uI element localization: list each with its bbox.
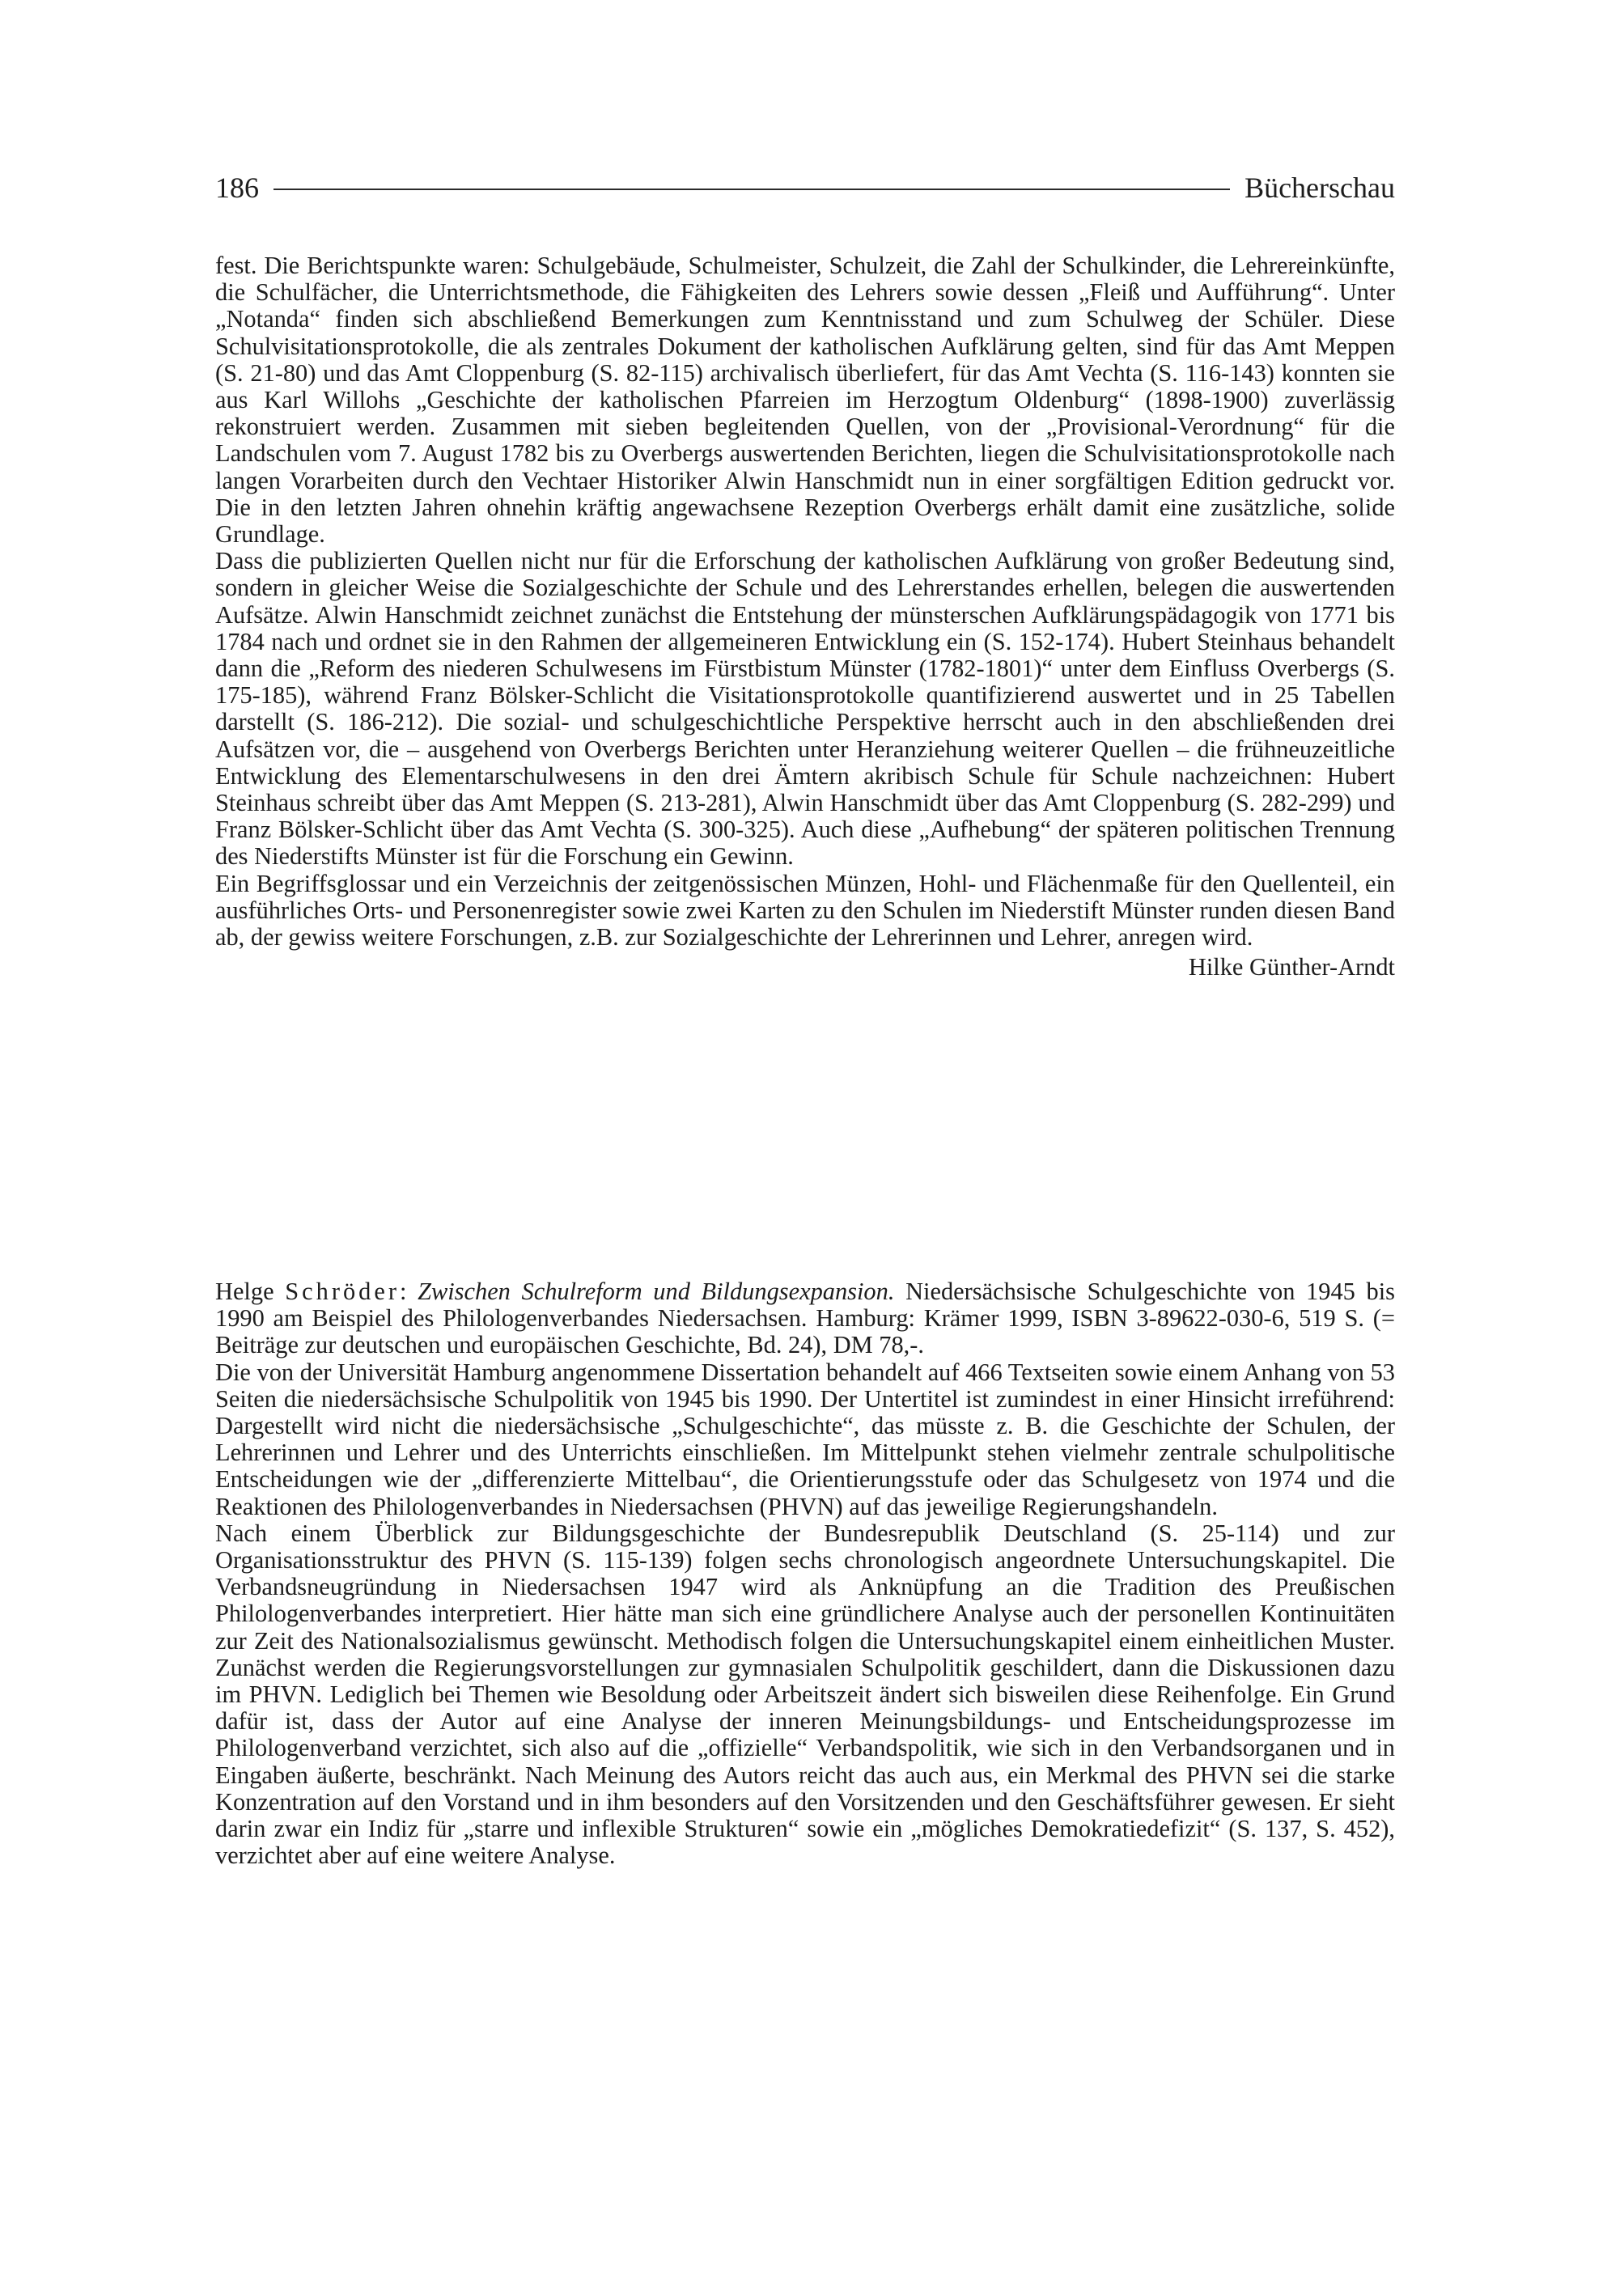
review-2-paragraph-2: Nach einem Überblick zur Bildungsgeschichte der Bundesrepublik Deutschland (S. 25-114) und zur Organisationsstruktur des PHVN (S. 115-139) folgen sechs chronologisch angeordnete Untersuchungskapitel. Die Verbandsneugründung in Niedersachsen 1947 wird als Anknüpfung an die Tradition des Preußischen Philologenverbandes interpretiert. Hier hätte man sich eine gründlichere Analyse auch der personellen Kontinuitäten zur Zeit des Nationalsozialismus gewünscht. Methodisch folgen die Untersuchungskapitel einem einheitlichen Muster. Zunächst werden die Regierungsvorstellungen zur gymnasialen Schulpolitik geschildert, dann die Diskussionen dazu im PHVN. Lediglich bei Themen wie Besoldung oder Arbeitszeit ändert sich bisweilen diese Reihenfolge. Ein Grund dafür ist, dass der Autor auf eine Analyse der inneren Meinungsbildungs- und Entscheidungsprozesse im Philologenverband verzichtet, sich also auf die „offizielle“ Verbandspolitik, wie sich in den Verbandsorganen und in Eingaben äußerte, beschränkt. Nach Meinung des Autors reicht das auch aus, ein Merkmal des PHVN sei die starke Konzentration auf den Vorstand und in ihm besonders auf den Vorsitzenden und den Geschäftsführer gewesen. Er sieht darin zwar ein Indiz für „starre und inflexible Strukturen“ sowie ein „mögliches Demokratiedefizit“ (S. 137, S. 452), verzichtet aber auf eine weitere Analyse. [215, 1519, 1395, 1870]
citation-author-last: Schröder [285, 1278, 400, 1305]
review-1-paragraph-1: fest. Die Berichtspunkte waren: Schulgebäude, Schulmeister, Schulzeit, die Zahl der Schulkinder, die Lehrereinkünfte, die Schulfächer, die Unterrichtsmethode, die Fähigkeiten des Lehrers sowie dessen „Fleiß und Aufführung“. Unter „Notanda“ finden sich abschließend Bemerkungen zum Kenntnisstand und zum Schulweg der Schüler. Diese Schulvisitationsprotokolle, die als zentrales Dokument der katholischen Aufklärung gelten, sind für das Amt Meppen (S. 21-80) und das Amt Cloppenburg (S. 82-115) archivalisch überliefert, für das Amt Vechta (S. 116-143) konnten sie aus Karl Willohs „Geschichte der katholischen Pfarreien im Herzogtum Oldenburg“ (1898-1900) zuverlässig rekonstruiert werden. Zusammen mit sieben begleitenden Quellen, von der „Provisional-Verordnung“ für die Landschulen vom 7. August 1782 bis zu Overbergs auswertenden Berichten, liegen die Schulvisitationsprotokolle nach langen Vorarbeiten durch den Vechtaer Historiker Alwin Hanschmidt nun in einer sorgfältigen Edition gedruckt vor. Die in den letzten Jahren ohnehin kräftig angewachsene Rezeption Overbergs erhält damit eine zusätzliche, solide Grundlage. [215, 252, 1395, 549]
running-head [215, 170, 1395, 206]
review-1-paragraph-2: Dass die publizierten Quellen nicht nur für die Erforschung der katholischen Aufklärung von großer Bedeutung sind, sondern in gleicher Weise die Sozialgeschichte der Schule und des Lehrerstandes erhellen, belegen die auswertenden Aufsätze. Alwin Hanschmidt zeichnet zunächst die Entstehung der münsterschen Aufklärungspädagogik von 1771 bis 1784 nach und ordnet sie in den Rahmen der allgemeineren Entwicklung ein (S. 152-174). Hubert Steinhaus behandelt dann die „Reform des niederen Schulwesens im Fürstbistum Münster (1782-1801)“ unter dem Einfluss Overbergs (S. 175-185), während Franz Bölsker-Schlicht die Visitationsprotokolle quantifizierend auswertet und in 25 Tabellen darstellt (S. 186-212). Die sozial- und schulgeschichtliche Perspektive herrscht auch in den abschließenden drei Aufsätzen vor, die – ausgehend von Overbergs Berichten unter Heranziehung weiterer Quellen – die frühneuzeitliche Entwicklung des Elementarschulwesens in den drei Ämtern akribisch Schule für Schule nachzeichnen: Hubert Steinhaus schreibt über das Amt Meppen (S. 213-281), Alwin Hanschmidt über das Amt Cloppenburg (S. 282-299) und Franz Bölsker-Schlicht über das Amt Vechta (S. 300-325). Auch diese „Aufhebung“ der späteren politischen Trennung des Niederstifts Münster ist für die Forschung ein Gewinn. [215, 547, 1395, 871]
review-2-paragraph-1: Die von der Universität Hamburg angenommene Dissertation behandelt auf 466 Textseiten sowie einem Anhang von 53 Seiten die niedersächsische Schulpolitik von 1945 bis 1990. Der Untertitel ist zumindest in einer Hinsicht irreführend: Dargestellt wird nicht die niedersächsische „Schulgeschichte“, das müsste z. B. die Geschichte der Schulen, der Lehrerinnen und Lehrer und des Unterrichts einschließen. Im Mittelpunkt stehen vielmehr zentrale schulpolitische Entscheidungen wie der „differenzierte Mittelbau“, die Orientierungsstufe oder das Schulgesetz von 1974 und die Reaktionen des Philologenverbandes in Niedersachsen (PHVN) auf das jeweilige Regierungshandeln. [215, 1358, 1395, 1520]
citation-details: Niedersächsische Schulgeschichte von 1945 bis 1990 am Beispiel des Philologenverbandes Niedersachsen. Hamburg: Krämer 1999, ISBN 3-89622-030-6, 519 S. (= Beiträge zur deutschen und europäischen Geschichte, Bd. 24), DM 78,-. [215, 1278, 1395, 1359]
header-rule [273, 189, 1230, 190]
review-schroeder [215, 1278, 1395, 1869]
reviewer-signature: Hilke Günther-Arndt [1188, 953, 1395, 981]
citation-author-first: Helge [215, 1278, 274, 1305]
review-guenther-arndt [215, 252, 1395, 981]
review-2-citation: Helge Schröder: Zwischen Schulreform und Bildungsexpansion. Niedersächsische Schulgeschichte von 1945 bis 1990 am Beispiel des Philologenverbandes Niedersachsen. Hamburg: Krämer 1999, ISBN 3-89622-030-6, 519 S. (= Beiträge zur deutschen und europäischen Geschichte, Bd. 24), DM 78,-. [215, 1278, 1395, 1359]
citation-title: Zwischen Schulreform und Bildungsexpansion. [418, 1278, 895, 1305]
page-number: 186 [215, 172, 259, 204]
review-1-paragraph-3: Ein Begriffsglossar und ein Verzeichnis der zeitgenössischen Münzen, Hohl- und Flächenmaße für den Quellenteil, ein ausführliches Orts- und Personenregister sowie zwei Karten zu den Schulen im Niederstift Münster runden diesen Band ab, der gewiss weitere Forschungen, z.B. zur Sozialgeschichte der Lehrerinnen und Lehrer, anregen wird. [215, 869, 1395, 952]
section-title: Bücherschau [1245, 172, 1395, 204]
